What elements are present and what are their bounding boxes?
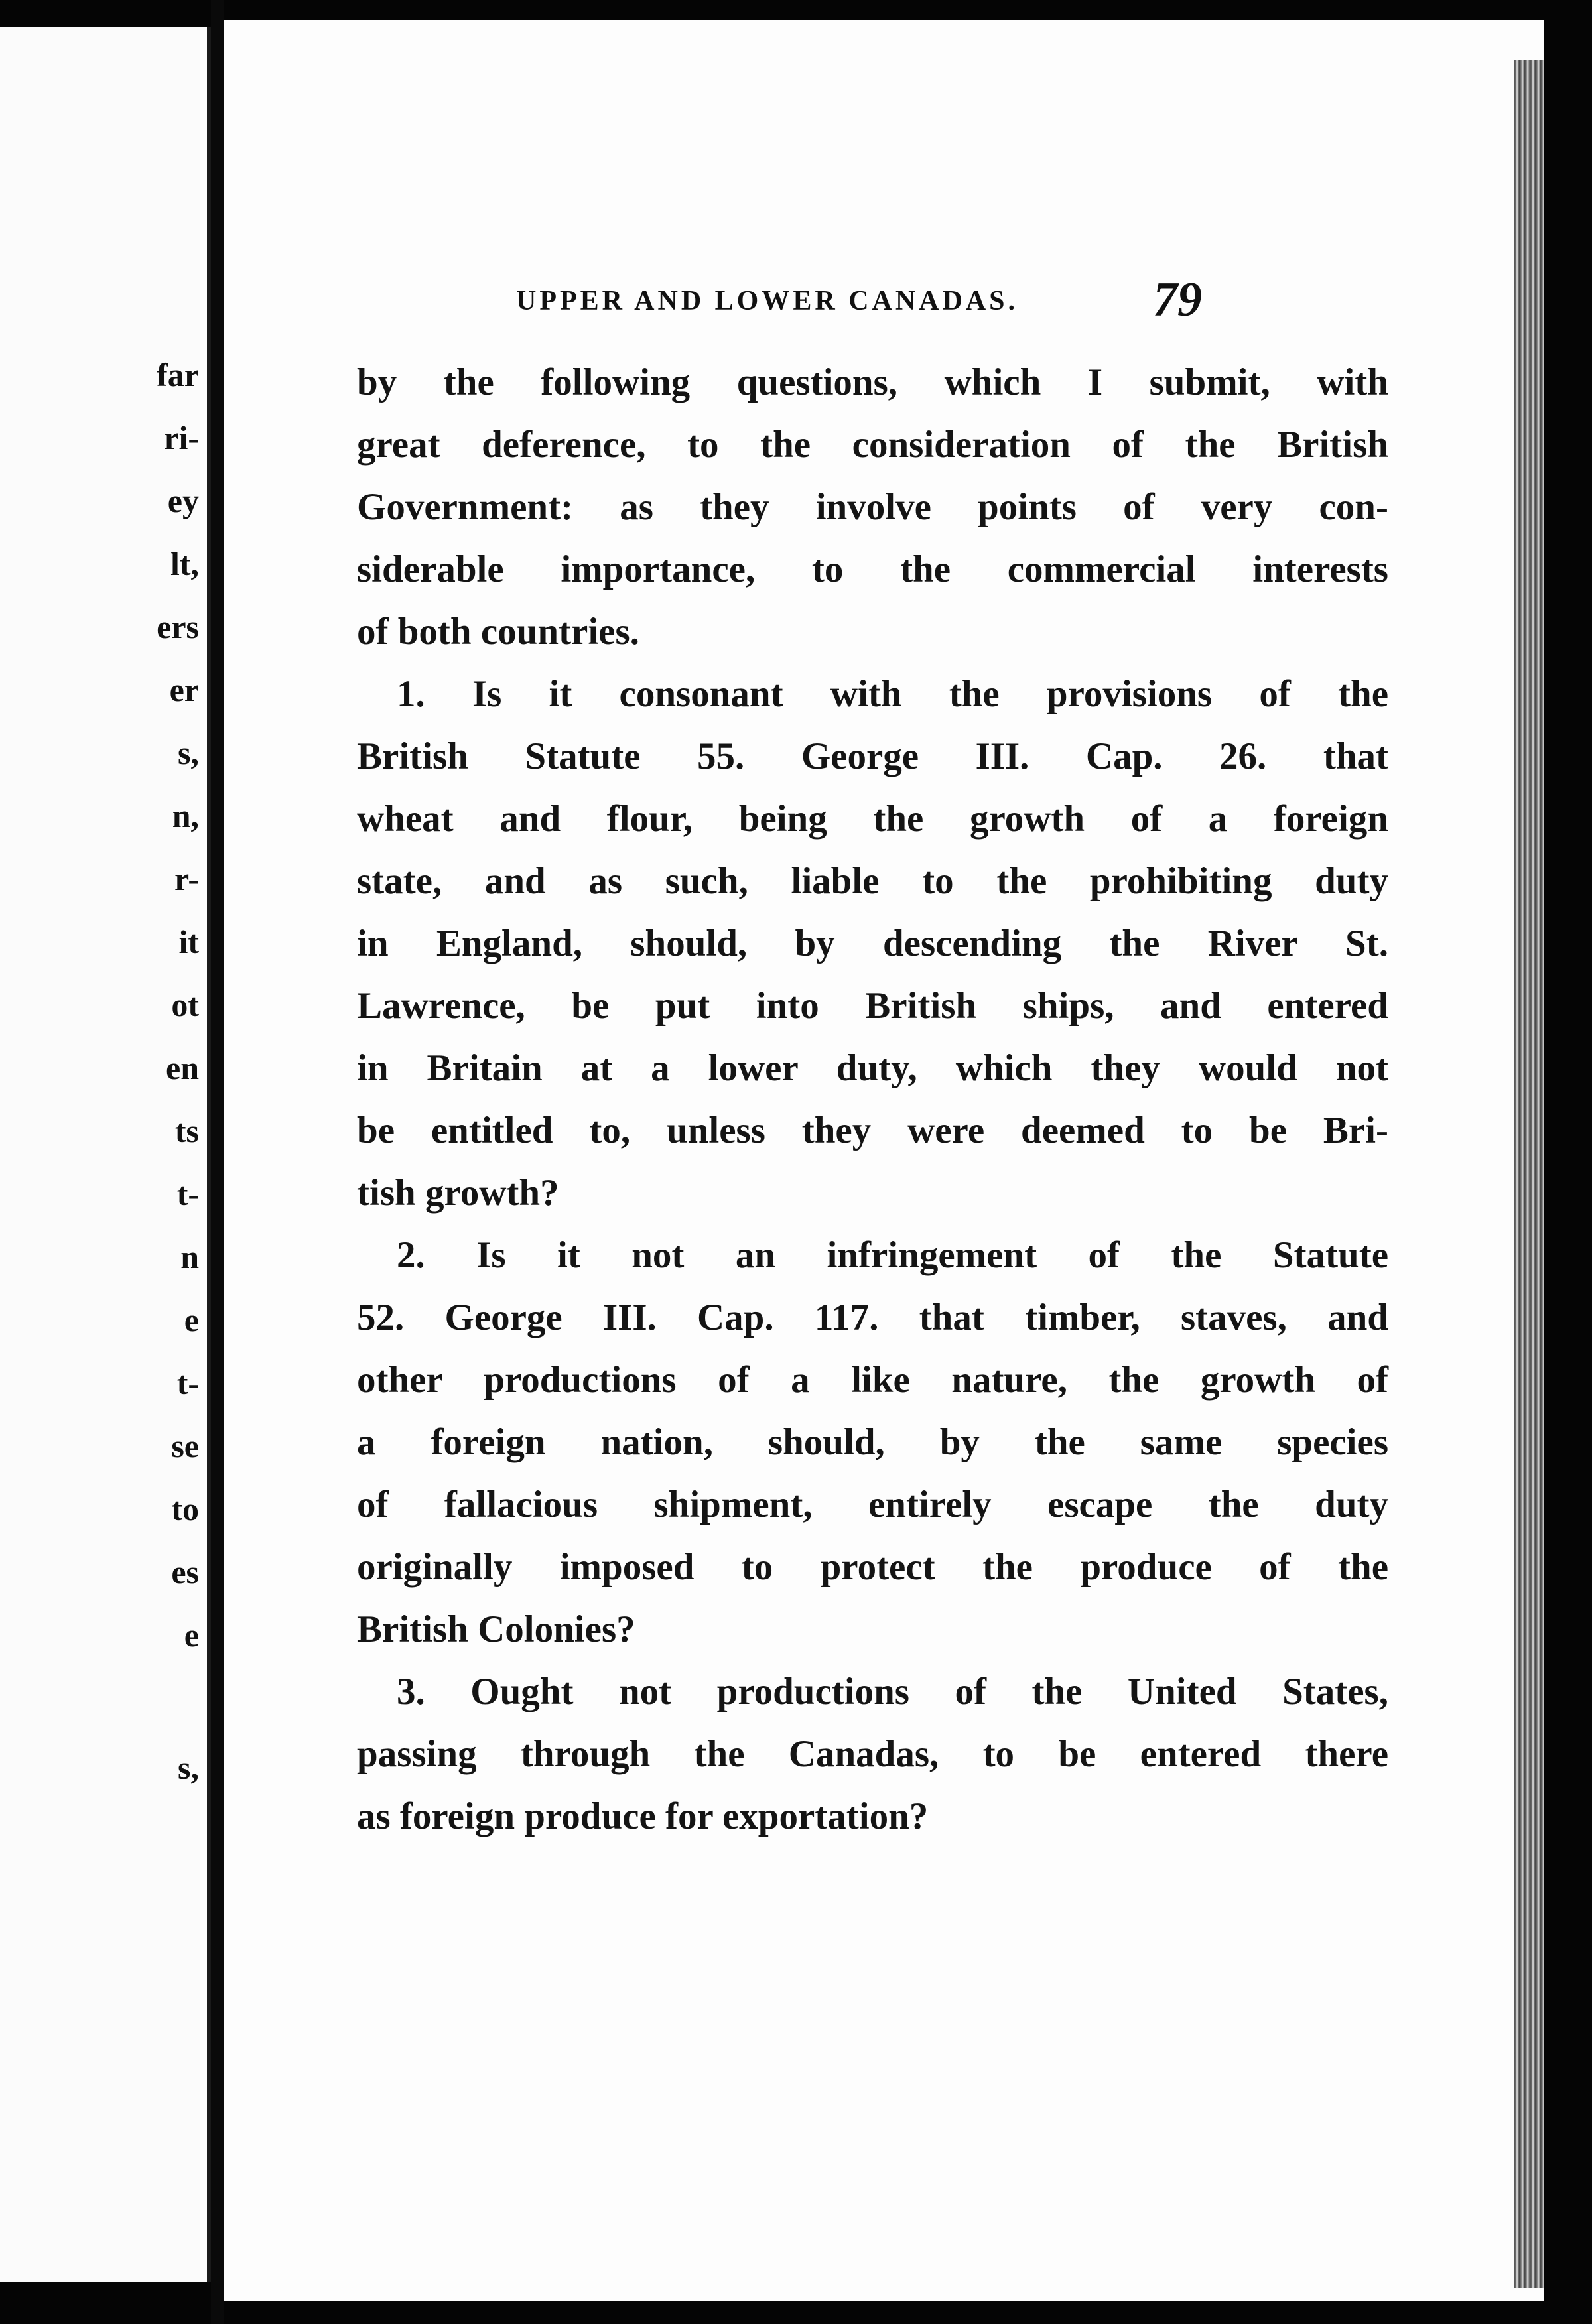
- text-line: tish growth?: [357, 1172, 559, 1214]
- paragraph-question-3: [357, 1661, 1418, 1848]
- text-line: wheat and flour, being the growth of a foreign: [357, 798, 1388, 840]
- text-line: 1. Is it consonant with the provisions of the: [397, 673, 1388, 715]
- page-number: 79: [1153, 273, 1202, 327]
- text-line: by the following questions, which I submit, with: [357, 361, 1388, 403]
- text-line: be entitled to, unless they were deemed to be Bri-: [357, 1110, 1388, 1151]
- text-line: of fallacious shipment, entirely escape the duty: [357, 1484, 1388, 1525]
- page-edge: [1514, 60, 1544, 2288]
- facing-page-fragment: far: [157, 356, 199, 393]
- text-line: Lawrence, be put into British ships, and entered: [357, 985, 1388, 1027]
- facing-page-fragment: n,: [172, 797, 199, 834]
- facing-page-fragment: t-: [176, 1364, 199, 1401]
- text-line: a foreign nation, should, by the same species: [357, 1421, 1388, 1463]
- text-line: siderable importance, to the commercial interests: [357, 549, 1388, 590]
- facing-page-fragment: n: [180, 1238, 199, 1275]
- facing-page-fragment: s,: [178, 1749, 199, 1786]
- text-line: 52. George III. Cap. 117. that timber, staves, and: [357, 1297, 1388, 1338]
- facing-page-fragment: se: [171, 1427, 199, 1464]
- facing-page-fragment: ts: [174, 1112, 199, 1149]
- facing-page-fragment: ers: [157, 608, 199, 645]
- text-line: Government: as they involve points of very con-: [357, 486, 1388, 528]
- facing-page-fragment: s,: [178, 734, 199, 771]
- text-line: British Statute 55. George III. Cap. 26. that: [357, 736, 1388, 777]
- facing-page-fragment: it: [178, 923, 199, 960]
- running-head: UPPER AND LOWER CANADAS.: [516, 286, 1019, 316]
- text-line: of both countries.: [357, 611, 639, 653]
- book-page: [224, 20, 1544, 2301]
- facing-page-fragment: er: [169, 671, 199, 708]
- facing-page-fragment: ot: [171, 986, 199, 1023]
- paragraph-question-2: [357, 1224, 1418, 1661]
- facing-page-fragment: lt,: [170, 545, 199, 582]
- text-line: passing through the Canadas, to be entered there: [357, 1733, 1388, 1775]
- facing-page-fragment: to: [171, 1490, 199, 1527]
- facing-page-fragment: e: [184, 1301, 199, 1338]
- facing-page-fragment: en: [166, 1049, 199, 1086]
- page-body: [357, 352, 1418, 1848]
- text-line: as foreign produce for exportation?: [357, 1795, 929, 1837]
- facing-page: [0, 27, 211, 2282]
- text-line: British Colonies?: [357, 1608, 635, 1650]
- facing-page-fragment: t-: [176, 1175, 199, 1212]
- paragraph-question-1: [357, 663, 1418, 1224]
- text-line: originally imposed to protect the produce of the: [357, 1546, 1388, 1588]
- book-gutter: [211, 0, 224, 2324]
- facing-page-fragment: es: [171, 1553, 199, 1590]
- facing-page-fragment: r-: [174, 860, 199, 897]
- text-line: great deference, to the consideration of the British: [357, 424, 1388, 466]
- facing-page-fragment: e: [184, 1616, 199, 1653]
- text-line: in England, should, by descending the River St.: [357, 923, 1388, 964]
- text-line: 2. Is it not an infringement of the Statute: [397, 1234, 1388, 1276]
- text-line: in Britain at a lower duty, which they would not: [357, 1047, 1388, 1089]
- text-line: 3. Ought not productions of the United States,: [397, 1671, 1388, 1712]
- text-line: state, and as such, liable to the prohibiting duty: [357, 860, 1388, 902]
- facing-page-fragment: ey: [167, 482, 199, 519]
- facing-page-fragment: ri-: [164, 419, 199, 456]
- paragraph-intro: [357, 352, 1418, 663]
- text-line: other productions of a like nature, the growth of: [357, 1359, 1388, 1401]
